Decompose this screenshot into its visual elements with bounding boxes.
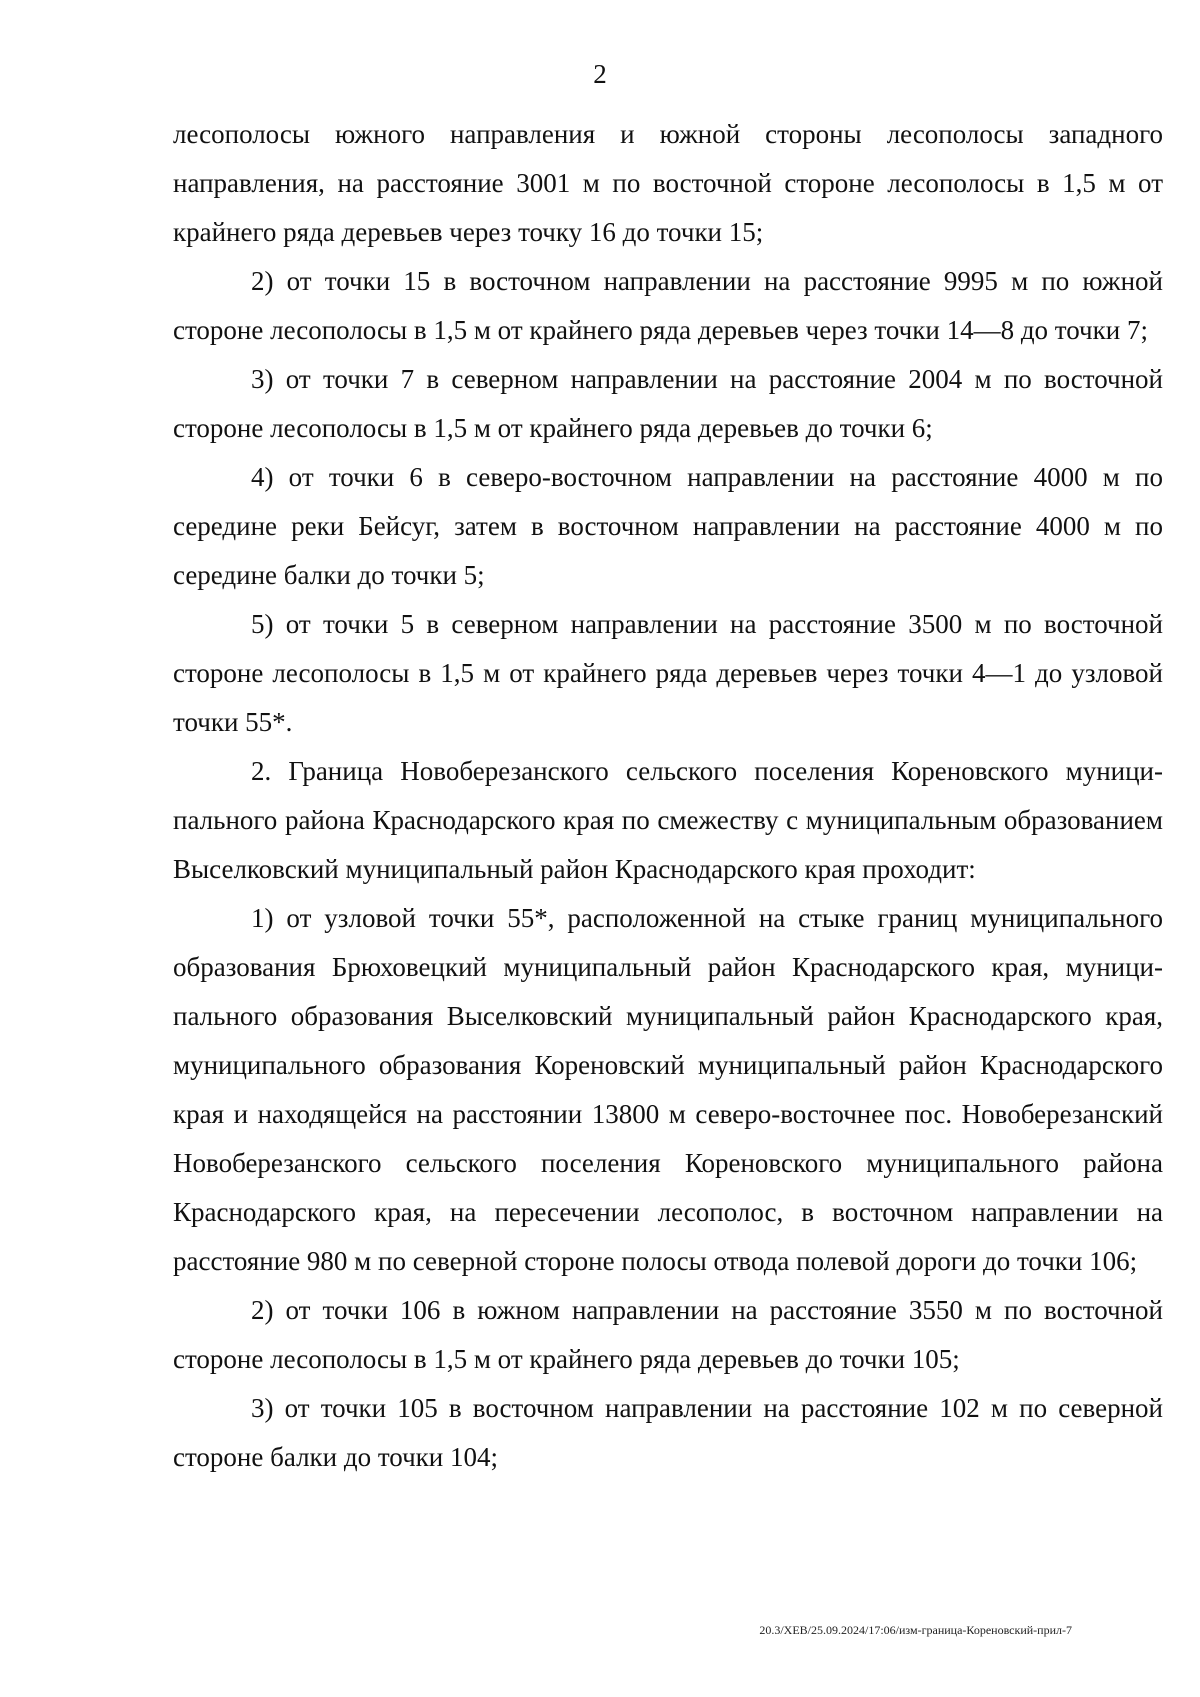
paragraph-item-4: 4) от точки 6 в северо-восточном направлении на расстояние 4000 м по середине реки Бейсуг, затем в восточном направлении на расстояние 4000 м по середине балки до точки 5; (173, 462, 1163, 590)
paragraph-section-2-item-1: 1) от узловой точки 55*, расположенной на стыке границ муниципального образования Брюховецкий муниципальный район Краснодарского края, муниципального образования Выселковский муниципальный район Краснодарского края, муниципального образования Кореновский муниципальный район Краснодарского края и находящейся на расстоянии 13800 м северо-восточнее пос. Новоберезанский Новоберезанского сельского поселения Кореновского муниципального района Краснодарского края, на пересечении лесополос, в восточном направлении на расстояние 980 м по северной стороне полосы отвода полевой дороги до точки 106; (173, 903, 1163, 1276)
paragraph-section-2-item-3: 3) от точки 105 в восточном направлении на расстояние 102 м по северной стороне балки до точки 104; (173, 1393, 1163, 1472)
paragraph-item-2: 2) от точки 15 в восточном направлении на расстояние 9995 м по южной стороне лесополосы в 1,5 м от крайнего ряда деревьев через точки 14—8 до точки 7; (173, 266, 1163, 345)
paragraph-section-2: 2. Граница Новоберезанского сельского поселения Кореновского муниципального района Краснодарского края по смежеству с муниципальным образованием Выселковский муниципальный район Краснодарского края проходит: (173, 756, 1163, 884)
document-body (173, 110, 1163, 1482)
footer-document-code: 20.3/ХЕВ/25.09.2024/17:06/изм-граница-Кореновский-прил-7 (759, 1623, 1072, 1637)
paragraph-item-5: 5) от точки 5 в северном направлении на расстояние 3500 м по восточной стороне лесополосы в 1,5 м от крайнего ряда деревьев через точки 4—1 до узловой точки 55*. (173, 609, 1163, 737)
page-number: 2 (593, 59, 607, 89)
paragraph-section-2-item-2: 2) от точки 106 в южном направлении на расстояние 3550 м по восточной стороне лесополосы в 1,5 м от крайнего ряда деревьев до точки 105; (173, 1295, 1163, 1374)
paragraph-item-3: 3) от точки 7 в северном направлении на расстояние 2004 м по восточной стороне лесополосы в 1,5 м от крайнего ряда деревьев до точки 6; (173, 364, 1163, 443)
paragraph-continuation: лесополосы южного направления и южной стороны лесополосы западного направления, на расстояние 3001 м по восточной стороне лесополосы в 1,5 м от крайнего ряда деревьев через точку 16 до точки 15; (173, 119, 1163, 247)
